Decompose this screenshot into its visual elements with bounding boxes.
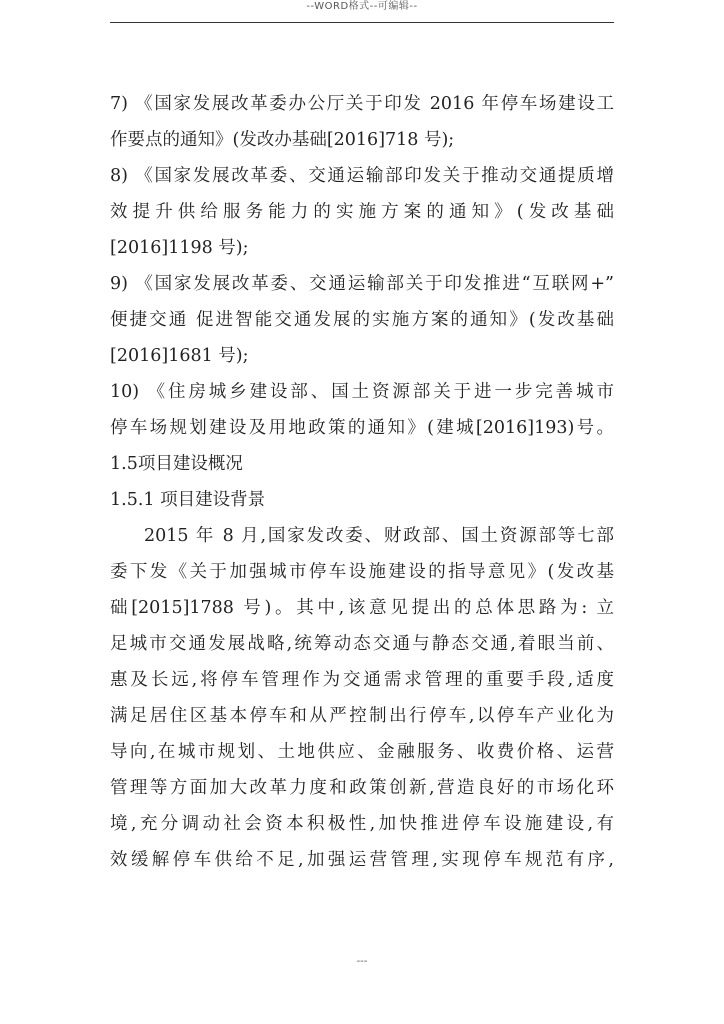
text-line: 效提升供给服务能力的实施方案的通知》(发改基础 <box>110 202 614 222</box>
text-line: 足城市交通发展战略,统筹动态交通与静态交通,着眼当前、 <box>110 634 614 654</box>
text-line: 作要点的通知》(发改办基础[2016]718 号); <box>110 130 455 150</box>
text-line: [2016]1681 号); <box>110 346 249 366</box>
subsection-heading: 1.5.1 项目建设背景 <box>110 490 266 510</box>
text-line: [2016]1198 号); <box>110 238 249 258</box>
page-header: --WORD格式--可编辑-- <box>306 1 418 12</box>
text-line: 10) 《住房城乡建设部、国土资源部关于进一步完善城市 <box>110 382 614 402</box>
text-line: 管理等方面加大改革力度和政策创新,营造良好的市场化环 <box>110 778 614 798</box>
text-line: 础[2015]1788 号)。其中,该意见提出的总体思路为: 立 <box>110 598 614 618</box>
text-line: 效缓解停车供给不足,加强运营管理,实现停车规范有序, <box>110 850 614 870</box>
text-line: 便捷交通 促进智能交通发展的实施方案的通知》(发改基础 <box>110 310 614 330</box>
text-line: 委下发《关于加强城市停车设施建设的指导意见》(发改基 <box>110 562 614 582</box>
text-line: 停车场规划建设及用地政策的通知》(建城[2016]193)号。 <box>110 418 614 438</box>
section-heading: 1.5项目建设概况 <box>110 454 243 474</box>
text-line: 2015 年 8 月,国家发改委、财政部、国土资源部等七部 <box>144 526 614 546</box>
text-line: 导向,在城市规划、土地供应、金融服务、收费价格、运营 <box>110 742 614 762</box>
text-line: 9) 《国家发展改革委、交通运输部关于印发推进“互联网+” <box>110 274 614 294</box>
text-line: 惠及长远,将停车管理作为交通需求管理的重要手段,适度 <box>110 670 614 690</box>
text-line: 满足居住区基本停车和从严控制出行停车,以停车产业化为 <box>110 706 614 726</box>
document-body <box>110 86 614 878</box>
header-divider <box>110 22 614 23</box>
text-line: 8) 《国家发展改革委、交通运输部印发关于推动交通提质增 <box>110 166 614 186</box>
text-line: 7) 《国家发展改革委办公厅关于印发 2016 年停车场建设工 <box>110 94 614 114</box>
page-footer: --- <box>356 956 368 967</box>
text-line: 境,充分调动社会资本积极性,加快推进停车设施建设,有 <box>110 814 614 834</box>
